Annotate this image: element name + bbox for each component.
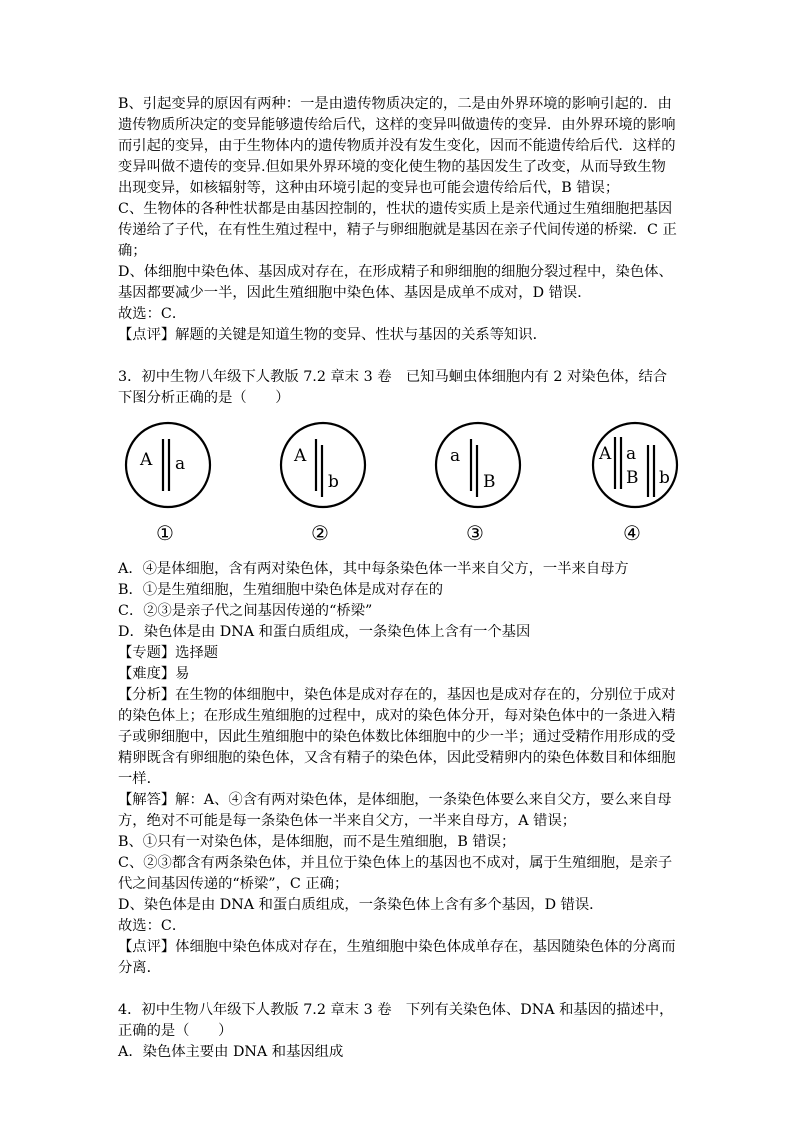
gene-label: A [140,450,153,470]
document-page [118,94,680,1063]
q3-option-b: B．①是生殖细胞，生殖细胞中染色体是成对存在的 [118,582,444,598]
q3-solution-b: B、①只有一对染色体，是体细胞，而不是生殖细胞，B 错误； [118,834,516,850]
q3-difficulty: 【难度】易 [118,666,190,682]
q3-topic: 【专题】选择题 [118,645,219,661]
cell-3 [433,417,528,547]
q3-stem: 3．初中生物八年级下人教版 7.2 章末 3 卷 已知马蛔虫体细胞内有 2 对染色体，结合下图分析正确的是（ ） [118,369,668,406]
gene-label: a [626,444,637,464]
q3-option-d: D．染色体是由 DNA 和蛋白质组成，一条染色体上含有一个基因 [118,624,531,640]
q2-explanation-d: D、体细胞中染色体、基因成对存在，在形成精子和卵细胞的细胞分裂过程中，染色体、基因都要减少一半，因此生殖细胞中染色体、基因是成单不成对，D 错误． [118,264,673,301]
chromosome-figure [118,417,680,553]
q2-comment: 【点评】解题的关键是知道生物的变异、性状与基因的关系等知识． [118,327,547,343]
gene-label: b [328,472,339,492]
gene-label: B [483,472,496,492]
gene-label: B [626,468,639,488]
q3-answer: 故选：C． [118,918,187,934]
gene-label: a [175,454,186,474]
gene-label: a [450,446,461,466]
q4-stem: 4．初中生物八年级下人教版 7.2 章末 3 卷 下列有关染色体、DNA 和基因的描述中，正确的是（ ） [118,1002,674,1039]
cell-number: ① [156,521,174,545]
cell-2 [278,417,373,547]
gene-label: A [294,446,307,466]
q4-option-a: A．染色体主要由 DNA 和基因组成 [118,1044,344,1060]
cell-4 [590,417,685,547]
q2-explanation-b: B、引起变异的原因有两种：一是由遗传物质决定的，二是由外界环境的影响引起的．由遗传物质所决定的变异能够遗传给后代，这样的变异叫做遗传的变异．由外界环境的影响而引起的变异，由于生物体内的遗传物质并没有发生变化，因而不能遗传给后代．这样的变异叫做不遗传的变异.但如果外界环境的变化使生物的基因发生了改变，从而导致生物出现变异，如核辐射等，这种由环境引起的变异也可能会遗传给后代，B 错误； [118,96,676,196]
q3-solution-a: 【解答】解：A、④含有两对染色体，是体细胞，一条染色体要么来自父方，要么来自母方，绝对不可能是每一条染色体一半来自父方，一半来自母方，A 错误； [118,792,672,829]
q3-option-a: A．④是体细胞，含有两对染色体，其中每条染色体一半来自父方，一半来自母方 [118,561,629,577]
q3-solution-d: D、染色体是由 DNA 和蛋白质组成，一条染色体上含有多个基因，D 错误． [118,897,604,913]
cell-1 [123,417,218,547]
q3-analysis: 【分析】在生物的体细胞中，染色体是成对存在的，基因也是成对存在的，分别位于成对的染色体上；在形成生殖细胞的过程中，成对的染色体分开，每对染色体中的一条进入精子或卵细胞中，因此生殖细胞中的染色体数比体细胞中的少一半；通过受精作用形成的受精卵既含有卵细胞的染色体，又含有精子的染色体，因此受精卵内的染色体数目和体细胞一样． [118,687,676,787]
q3-comment: 【点评】体细胞中染色体成对存在，生殖细胞中染色体成单存在，基因随染色体的分离而分离． [118,939,676,976]
cell-number: ② [311,521,329,545]
q2-answer: 故选：C． [118,306,187,322]
q2-explanation-c: C、生物体的各种性状都是由基因控制的，性状的遗传实质上是亲代通过生殖细胞把基因传递给了子代，在有性生殖过程中，精子与卵细胞就是基因在亲子代间传递的桥梁．C 正确； [118,201,677,259]
gene-label: b [659,468,670,488]
q3-option-c: C．②③是亲子代之间基因传递的“桥梁” [118,603,373,619]
cell-number: ③ [466,521,484,545]
gene-label: A [599,444,612,464]
cell-number: ④ [623,521,641,545]
q3-solution-c: C、②③都含有两条染色体，并且位于染色体上的基因也不成对，属于生殖细胞，是亲子代之间基因传递的“桥梁”，C 正确； [118,855,673,892]
